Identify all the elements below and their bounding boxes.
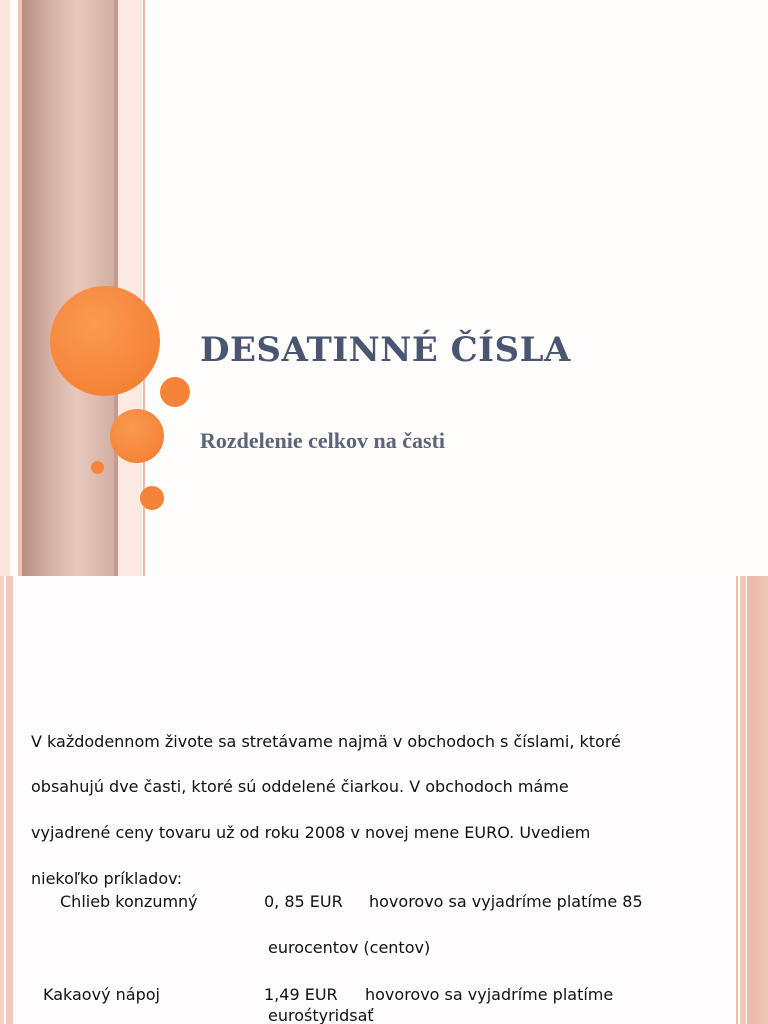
- decorative-stripe: [6, 576, 13, 1024]
- large-orange-circle: [50, 286, 160, 396]
- medium-orange-circle: [110, 409, 164, 463]
- example-spoken-continued: eurocentov (centov): [268, 938, 431, 957]
- paragraph-line: V každodennom živote sa stretávame najmä v obchodoch s číslami, ktoré: [31, 732, 621, 751]
- small-orange-circle: [160, 377, 190, 407]
- paragraph-line: obsahujú dve časti, ktoré sú oddelené čiarkou. V obchodoch máme: [31, 777, 569, 796]
- paragraph-line: vyjadrené ceny tovaru už od roku 2008 v novej mene EURO. Uvediem: [31, 823, 591, 842]
- decorative-stripe: [740, 576, 746, 1024]
- example-price: 1,49 EUR: [264, 985, 338, 1004]
- decorative-stripe: [736, 576, 738, 1024]
- example-product: Kakaový nápoj: [43, 985, 160, 1004]
- page-subtitle: Rozdelenie celkov na časti: [200, 428, 446, 453]
- decorative-stripe: [0, 0, 10, 576]
- tiny-orange-circle: [91, 461, 104, 474]
- decorative-stripe: [747, 576, 768, 1024]
- example-spoken: hovorovo sa vyjadríme platíme: [365, 985, 614, 1004]
- small-orange-circle: [140, 486, 164, 510]
- example-price: 0, 85 EUR: [264, 892, 343, 911]
- page-title: DESATINNÉ ČÍSLA: [200, 330, 571, 370]
- paragraph-line: niekoľko príkladov:: [31, 869, 183, 888]
- example-spoken: hovorovo sa vyjadríme platíme 85: [369, 892, 643, 911]
- example-product: Chlieb konzumný: [60, 892, 198, 911]
- content-slide: [0, 576, 768, 1024]
- decorative-stripe: [0, 576, 4, 1024]
- example-spoken-continued: eurośtyridsať: [268, 1006, 374, 1024]
